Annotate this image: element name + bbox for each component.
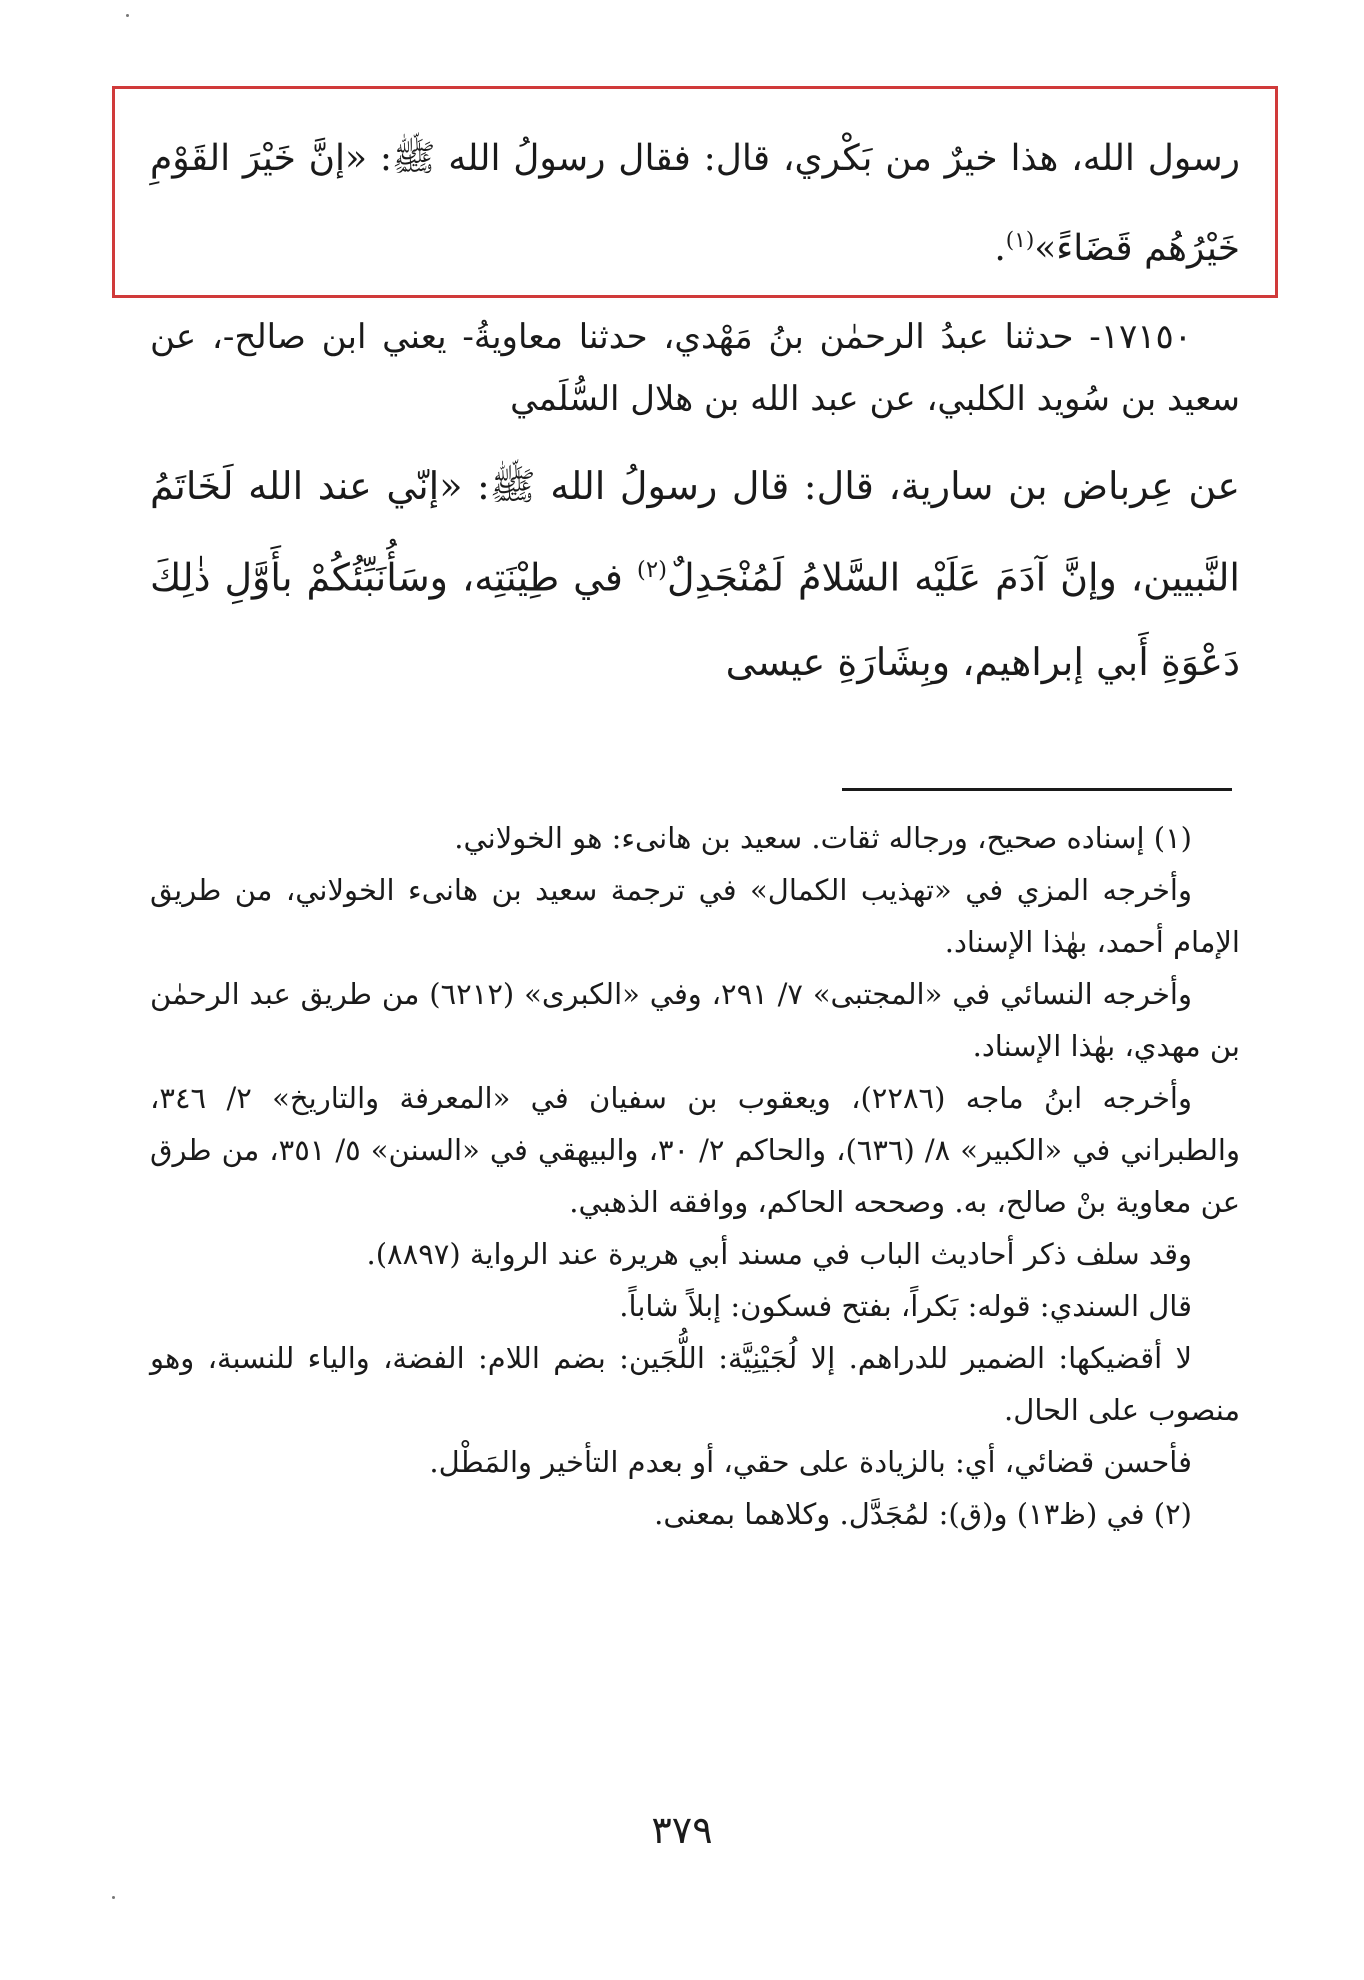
hadith-isnad: ١٧١٥٠- حدثنا عبدُ الرحمٰن بنُ مَهْدي، حدثنا معاويةُ- يعني ابن صالح-، عن سعيد بن سُويد الكلبي، عن عبد الله بن هلال السُّلَمي xyxy=(150,317,1240,419)
isnad-paragraph xyxy=(150,306,1240,430)
highlighted-hadith-text xyxy=(150,118,1240,290)
footnote-ref-1: (١) xyxy=(1005,228,1035,253)
hadith-matn xyxy=(150,444,1240,704)
footnote-paragraph: وأخرجه ابنُ ماجه (٢٢٨٦)، ويعقوب بن سفيان في «المعرفة والتاريخ» ٢/ ٣٤٦، والطبراني في «الكبير» ٨/ (٦٣٦)، والحاكم ٢/ ٣٠، والبيهقي في «السنن» ٥/ ٣٥١، من طرق عن معاوية بنْ صالح، به. وصححه الحاكم، ووافقه الذهبي. xyxy=(150,1081,1240,1219)
footnote-paragraph: لا أقضيكها: الضمير للدراهم. إلا لُجَيْنِيَّة: اللُّجَين: بضم اللام: الفضة، والياء للنسبة، وهو منصوب على الحال. xyxy=(150,1341,1240,1427)
scan-speck xyxy=(112,1896,115,1899)
highlight-body: رسول الله، هذا خيرٌ من بَكْري، قال: فقال رسولُ الله ﷺ: «إنَّ خَيْرَ القَوْمِ خَيْرُهُم قَضَاءً» xyxy=(150,138,1240,269)
hadith-matn-part1: عن عِرباض بن سارية، قال: قال رسولُ الله ﷺ: «إنّي عند الله لَخَاتَمُ النَّبيين، وإنَّ آدَمَ عَلَيْه السَّلامُ لَمُنْجَدِلٌ xyxy=(150,464,1240,600)
footnote-separator xyxy=(842,788,1232,791)
footnotes xyxy=(150,812,1240,1540)
highlight-end: . xyxy=(994,228,1006,269)
footnote-paragraph: وأخرجه النسائي في «المجتبى» ٧/ ٢٩١، وفي «الكبرى» (٦٢١٢) من طريق عبد الرحمٰن بن مهدي، بهٰذا الإسناد. xyxy=(150,977,1240,1063)
footnote-ref-2: (٢) xyxy=(636,557,667,583)
footnote-paragraph: (١) إسناده صحيح، ورجاله ثقات. سعيد بن هانىء: هو الخولاني. xyxy=(454,821,1192,855)
footnote-paragraph: قال السندي: قوله: بَكراً، بفتح فسكون: إبلاً شاباً. xyxy=(619,1289,1192,1323)
footnote-paragraph: (٢) في (ظ١٣) و(ق): لمُجَدَّل. وكلاهما بمعنى. xyxy=(654,1497,1192,1531)
footnote-paragraph: فأحسن قضائي، أي: بالزيادة على حقي، أو بعدم التأخير والمَطْل. xyxy=(429,1445,1192,1479)
page-number: ٣٧٩ xyxy=(651,1808,713,1852)
footnote-paragraph: وقد سلف ذكر أحاديث الباب في مسند أبي هريرة عند الرواية (٨٨٩٧). xyxy=(366,1237,1192,1271)
scan-speck xyxy=(126,14,129,17)
footnote-paragraph: وأخرجه المزي في «تهذيب الكمال» في ترجمة سعيد بن هانىء الخولاني، من طريق الإمام أحمد، بهٰذا الإسناد. xyxy=(150,873,1240,959)
hadith-matn-part2: في طِيْنَتِه، وسَأُنَبِّئُكُمْ بأَوَّلِ ذٰلِكَ دَعْوَةِ أَبي إبراهيم، وبِشَارَةِ عيسى xyxy=(150,555,1240,684)
